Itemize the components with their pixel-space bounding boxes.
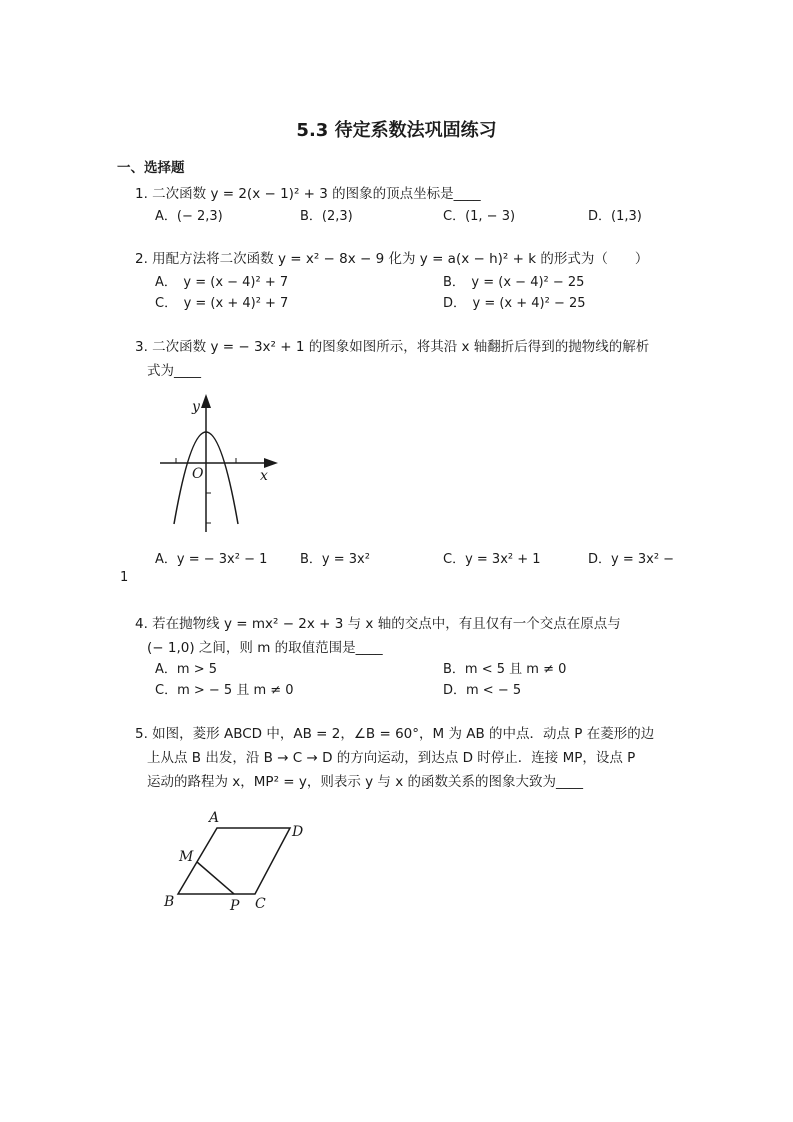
page-title: 5.3 待定系数法巩固练习 bbox=[296, 120, 497, 141]
section-heading: 一、选择题 bbox=[117, 160, 185, 176]
question-3-option-d-wrap: 1 bbox=[120, 570, 129, 585]
question-2-stem: 2. 用配方法将二次函数 y = x² − 8x − 9 化为 y = a(x − h)² + k 的形式为（ ） bbox=[135, 251, 649, 267]
question-5-stem-line-1: 5. 如图，菱形 ABCD 中，AB = 2，∠B = 60°，M 为 AB 的中点．动点 P 在菱形的边 bbox=[135, 726, 655, 742]
question-2-option-c: C． y = (x + 4)² + 7 bbox=[155, 296, 289, 311]
x-axis-arrow bbox=[264, 458, 278, 468]
question-1-option-b: B．(2,3) bbox=[300, 209, 353, 224]
question-3-stem-line-1: 3. 二次函数 y = − 3x² + 1 的图象如图所示，将其沿 x 轴翻折后得到的抛物线的解析 bbox=[135, 339, 650, 355]
rhombus-abcd bbox=[178, 828, 290, 894]
question-4-option-b: B．m < 5 且 m ≠ 0 bbox=[443, 662, 567, 677]
question-1-stem: 1. 二次函数 y = 2(x − 1)² + 3 的图象的顶点坐标是____ bbox=[135, 186, 481, 202]
question-3-option-c: C．y = 3x² + 1 bbox=[443, 552, 541, 567]
question-1-option-a: A．(− 2,3) bbox=[155, 209, 223, 224]
question-1-option-c: C．(1, − 3) bbox=[443, 209, 516, 224]
vertex-b-label: B bbox=[164, 894, 175, 910]
question-1-option-d: D．(1,3) bbox=[588, 209, 642, 224]
question-2-option-a: A． y = (x − 4)² + 7 bbox=[155, 275, 289, 290]
segment-mp bbox=[197, 862, 234, 894]
vertex-c-label: C bbox=[255, 896, 266, 912]
y-axis-label: y bbox=[192, 399, 200, 415]
vertex-a-label: A bbox=[209, 810, 220, 826]
question-5-stem-line-2: 上从点 B 出发，沿 B → C → D 的方向运动，到达点 D 时停止．连接 MP，设点 P bbox=[147, 750, 636, 766]
question-4-option-a: A．m > 5 bbox=[155, 662, 217, 677]
y-axis-arrow bbox=[201, 394, 211, 408]
question-5-stem-line-3: 运动的路程为 x，MP² = y，则表示 y 与 x 的函数关系的图象大致为____ bbox=[147, 774, 584, 790]
question-4-stem-line-1: 4. 若在抛物线 y = mx² − 2x + 3 与 x 轴的交点中，有且仅有一个交点在原点与 bbox=[135, 616, 621, 632]
question-4-option-c: C．m > − 5 且 m ≠ 0 bbox=[155, 683, 294, 698]
question-3-option-a: A．y = − 3x² − 1 bbox=[155, 552, 268, 567]
parabola-figure bbox=[150, 392, 290, 537]
question-4-stem-line-2: (− 1,0) 之间，则 m 的取值范围是____ bbox=[147, 640, 383, 656]
question-3-option-b: B．y = 3x² bbox=[300, 552, 370, 567]
origin-label: O bbox=[192, 466, 204, 482]
question-3-option-d: D．y = 3x² − bbox=[588, 552, 675, 567]
question-4-option-d: D．m < − 5 bbox=[443, 683, 522, 698]
point-m-label: M bbox=[179, 849, 194, 865]
vertex-d-label: D bbox=[292, 824, 304, 840]
x-axis-label: x bbox=[260, 468, 268, 484]
question-3-stem-line-2: 式为____ bbox=[147, 363, 201, 379]
question-2-option-b: B． y = (x − 4)² − 25 bbox=[443, 275, 585, 290]
rhombus-figure bbox=[160, 805, 320, 915]
question-2-option-d: D． y = (x + 4)² − 25 bbox=[443, 296, 586, 311]
point-p-label: P bbox=[230, 898, 240, 914]
